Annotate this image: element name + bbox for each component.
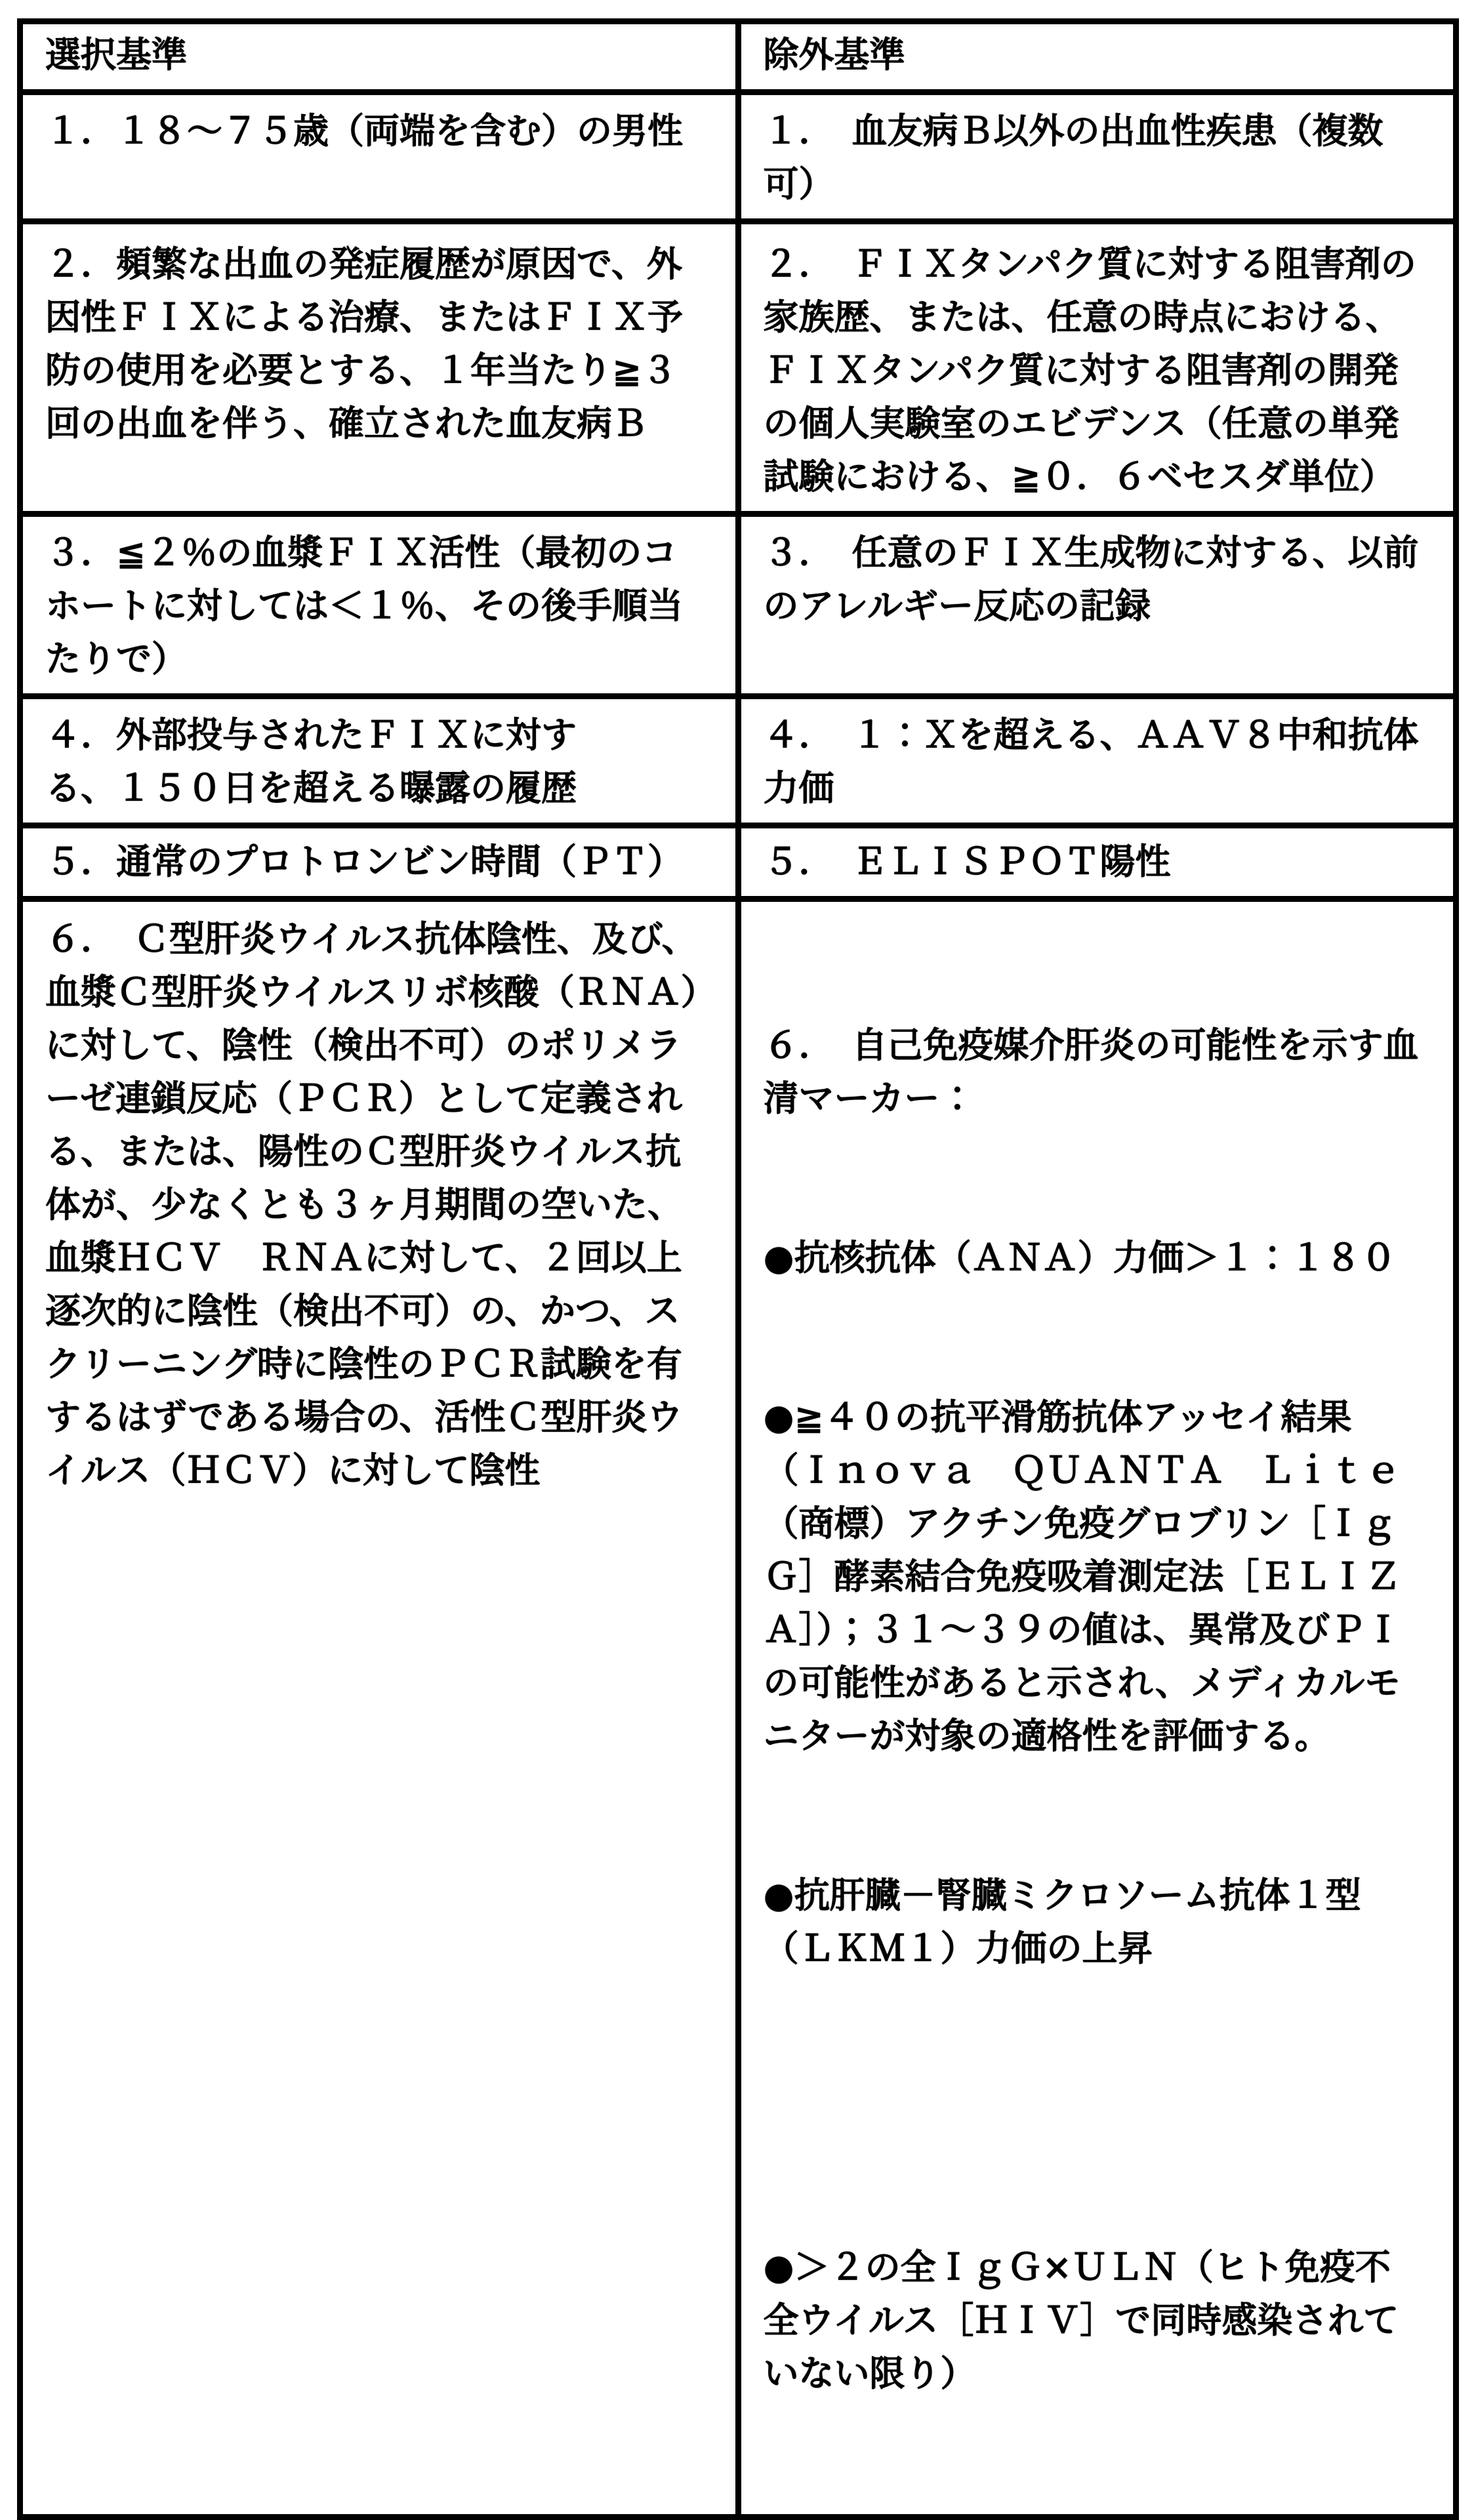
exclusion-item-5: ５． ＥＬＩＳＰＯＴ陽性 [738,826,1456,899]
selection-item-6: ６． Ｃ型肝炎ウイルス抗体陰性、及び、血漿Ｃ型肝炎ウイルスリボ核酸（ＲＮＡ）に対して、陰性（検出不可）のポリメラーゼ連鎖反応（ＰＣＲ）として定義される、または、陽性のＣ型肝炎ウイルス抗体が、少なくとも３ヶ月期間の空いた、血漿ＨＣＶ ＲＮＡに対して、２回以上逐次的に陰性（検出不可）の、かつ、スクリーニング時に陰性のＰＣＲ試験を有するはずである場合の、活性Ｃ型肝炎ウイルス（ＨＣＶ）に対して陰性 [20,899,739,2517]
exclusion-criteria-header: 除外基準 [738,22,1456,92]
table-row [20,697,1456,826]
criteria-table [17,18,1459,2520]
selection-item-2: ２．頻繁な出血の発症履歴が原因で、外因性ＦＩＸによる治療、またはＦＩＸ予防の使用を必要とする、１年当たり≧３回の出血を伴う、確立された血友病Ｂ [20,222,739,514]
exclusion-item-6 [738,899,1456,2517]
exclusion-item-6-bullet-lkm1: ●抗肝臓－腎臓ミクロソーム抗体１型（ＬＫＭ１）力価の上昇 [763,1875,1361,1969]
exclusion-item-6-bullet-igg: ●＞２の全ＩｇＧ×ＵＬＮ（ヒト免疫不全ウイルス［ＨＩＶ］で同時感染されていない限り） [763,2246,1399,2394]
exclusion-item-2: ２． ＦＩＸタンパク質に対する阻害剤の家族歴、または、任意の時点における、ＦＩＸタンパク質に対する阻害剤の開発の個人実験室のエビデンス（任意の単発試験における、≧０．６ベセスダ単位） [738,222,1456,514]
table-header-row [20,22,1456,92]
exclusion-item-6-intro: ６． 自己免疫媒介肝炎の可能性を示す血清マーカー： [763,1025,1419,1119]
exclusion-item-6-bullet-smooth-muscle: ●≧４０の抗平滑筋抗体アッセイ結果（Ｉｎｏｖａ ＱＵＡＮＴＡ Ｌｉｔｅ（商標）アクチン免疫グロブリン［ＩｇＧ］酵素結合免疫吸着測定法［ＥＬＩＺＡ］）；３１～３９の値は、異常及びＰＩの可能性があると示され、メディカルモニターが対象の適格性を評価する。 [763,1396,1401,1757]
selection-item-5: ５．通常のプロトロンビン時間（ＰＴ） [20,826,739,899]
selection-criteria-header: 選択基準 [20,22,739,92]
exclusion-item-1: １． 血友病Ｂ以外の出血性疾患（複数可） [738,92,1456,222]
table-row [20,899,1456,2517]
blank-line [764,2081,1420,2134]
exclusion-item-4: ４． １：Ｘを超える、ＡＡＶ８中和抗体力価 [738,697,1456,826]
selection-item-3: ３．≦２％の血漿ＦＩＸ活性（最初のコホートに対しては＜１％、その後手順当たりで） [20,514,739,697]
table-row [20,222,1456,514]
scanned-document-page [17,18,1459,2394]
selection-item-1: １．１８～７５歳（両端を含む）の男性 [20,92,739,222]
selection-item-4: ４．外部投与されたＦＩＸに対す る、１５０日を超える曝露の履歴 [20,697,739,826]
exclusion-item-3: ３． 任意のＦＩＸ生成物に対する、以前のアレルギー反応の記録 [738,514,1456,697]
table-row [20,514,1456,697]
table-row [20,826,1456,899]
table-row [20,92,1456,222]
exclusion-item-6-bullet-ana: ●抗核抗体（ＡＮＡ）力価＞１：１８０ [763,1237,1397,1278]
